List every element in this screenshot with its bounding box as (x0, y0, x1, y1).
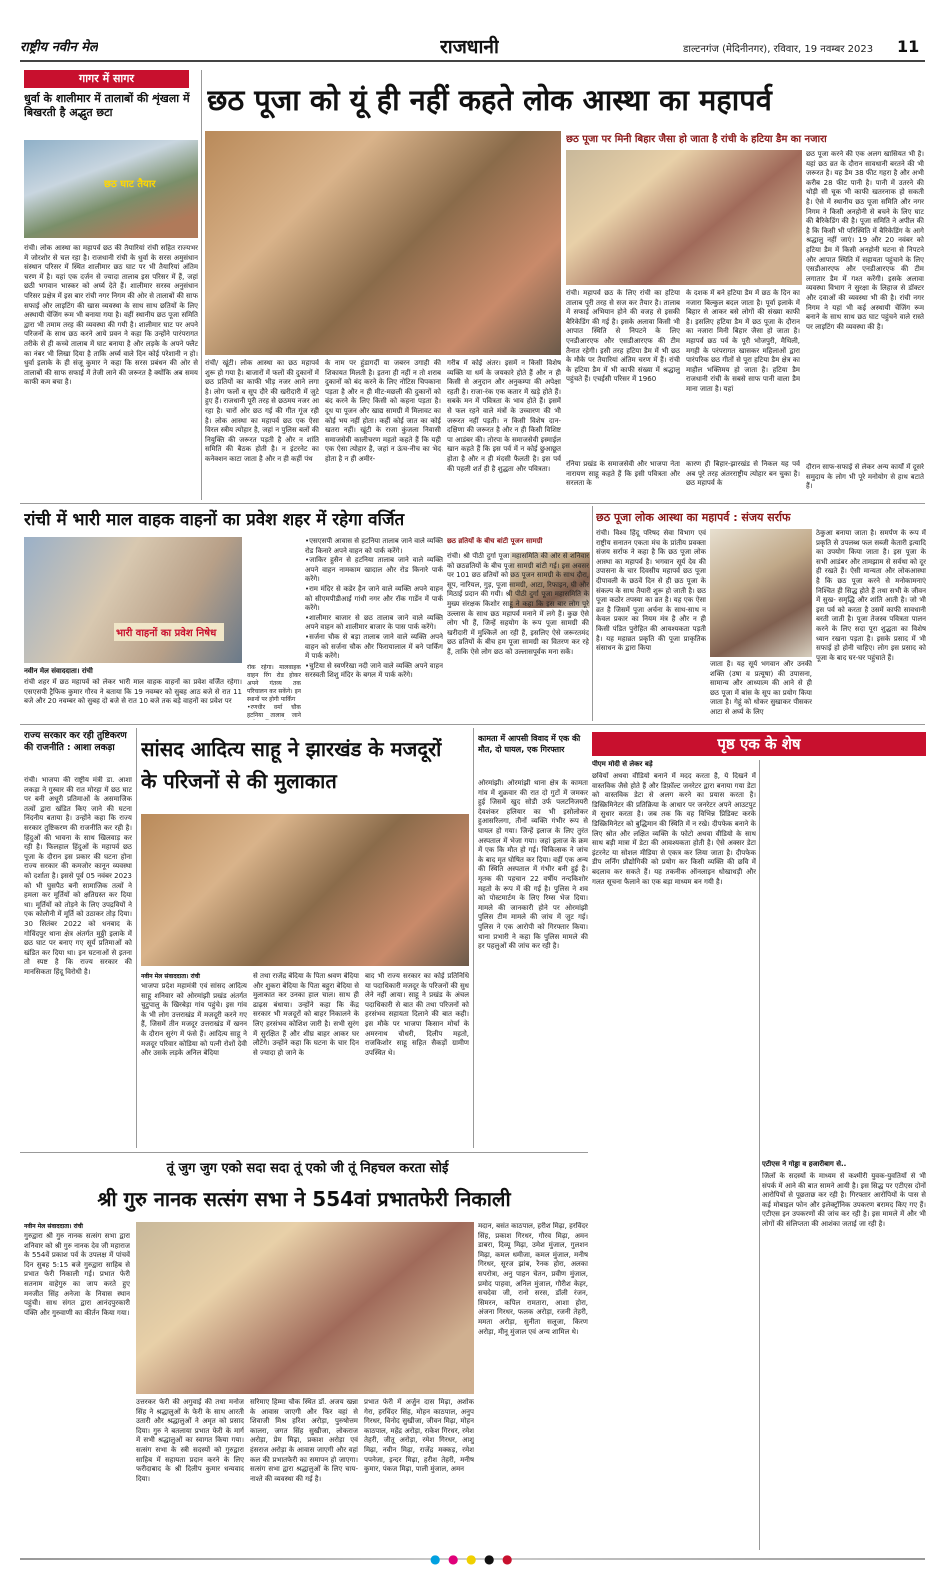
registration-marks (20, 1552, 925, 1566)
hatia-body-col2: के दशक में बने हटिया डैम में छठ के दिन का नजारा बिल्कुल बदल जाता है। पूर्वा इलाके में बिहार से आकर बसे लोगों की संख्या काफी है। इसलिए हटिया डैम में छठ पूजा के दौरान का नजारा मिनी बिहार जैसा हो जाता है। महापर्व छठ पर्व के पूरी भोजपुरी, मैथिली, मगही के परंपरागत खासकर महिलाओं द्वारा पारंपरिक छठ गीतों से पूरा हटिया डैम क्षेत्र का माहौल भक्तिमय हो जाता है। हटिया डैम राजधानी रांची के सबसे साफ पानी वाला डैम माना जाता है। यहां (686, 289, 800, 393)
satsang-body-col3: सरिमाए हिम्मा चौक स्थित डॉ. अजय खन्ना के आवास जाएगी और फिर वहां से शिवाजी मिश्र हरिश अरोड़ा, पुरुषोत्तम कालरा, जगत सिंह सुखीजा, लोकराज अरोड़ा, प्रेम मिढ़ा, प्रकाश अरोड़ा एवं हंसराज अरोड़ा के आवास जाएगी और वहां कल की प्रभातफेरी का समापन हो जाएगा। सत्संग सभा द्वारा श्रद्धालुओं के लिए चाय-नाश्ते की व्यवस्था की गई है। (250, 1398, 358, 1483)
mp-byline: नवीन मेल संवाददाता। रांची (141, 973, 200, 980)
divider (20, 724, 925, 725)
divider (473, 728, 474, 1148)
divider (136, 728, 137, 1148)
politics-headline: राज्य सरकार कर रही तुष्टिकरण की राजनीति : आशा लकड़ा (24, 731, 127, 753)
lead-body-col2: के नाम पर हुंडागर्दी या जबरन उगाही की शिकायत मिलती है। इतना ही नहीं न तो शराब दुकानों को बंद करने के लिए नोटिस चिपकाना पड़ता है और न ही मीट-मछली की दुकानों को बंद करने के लिए किसी को कहना पड़ता है। दूध या पूजन और खाद्य सामग्री में मिलावट का कोई भय नहीं होता। कहीं कोई जात का कोई खतरा नहीं। खूंटी के राजा कुंजला निवासी समाजसेवी कालीचरण महतो कहते हैं कि यही एक ऐसा त्योहार है, जहां न ऊंच-नीच का भेद होता है न ही अमीर- (325, 359, 441, 463)
masthead (0, 0, 945, 64)
satsang-byline: नवीन मेल संवाददाता। रांची (24, 1223, 83, 1230)
vehicle-byline: नवीन मेल संवाददाता। रांची (24, 667, 93, 675)
divider (201, 70, 202, 500)
registration-mark-red: ● (502, 1552, 513, 1566)
vehicle-body-col3: •एसएसपी आवास से हटनिया तालाब जाने वाले व्यक्ति रोड किनारे अपने वाहन को पार्क करेंगे। •जाकिर हुसैन से हटनिया तालाब जाने वाले व्यक्ति अपने वाहन नामकाम खादाल और रोड किनारे पार्क करेंगे। •राम मंदिर से कडेर हैन जाने वाले व्यक्ति अपने वाहन को सीएमपीडीआई गांधी नगर और रॉक गार्डेन में पार्क करेंगे। •शालीमार बाजार से छठ तालाब जाने वाले व्यक्ति अपने वाहन को शालीमार बाजार के पास पार्क करेंगे। •सर्जना चौक से बड़ा तालाब जाने वाले व्यक्ति अपने वाहन को सर्जना चौक और फिरायालाल में बने पार्किंग में पार्क करेंगे। •चुटिया से स्वर्णरेखा नदी जाने वाले व्यक्ति अपने वाहन सरस्वती शिशु मंदिर के बगल में पार्क करेंगे। (305, 537, 443, 680)
mp-headline: सांसद आदित्य साहू ने झारखंड के मजदूरों के परिजनों से की मुलाकात (141, 737, 442, 793)
crime-body: ओरमांझी। ओरमांझी थाना क्षेत्र के कामता गांव में शुक्रवार की रात दो गुटों में जमकर हुई जिसमें खुद सोडी उर्फ पलटनिजयरी देवशंकर हलियार का भी इसोलोकर हुआसरिलगा, तीनों व्यक्ति गंभीर रूप से घायल हो गया। जिन्हें इलाज के लिए तुरंत अस्पताल में भेजा गया। जहां इलाज के क्रम में एक कि मौत हो गई। चिकित्सक ने जांच के बाद मृत घोषित कर दिया। वहीं एक अन्य की स्थिति अस्पताल में गंभीर बनी हुई है। मृतक की पहचान 22 वर्षीय नन्दकिशोर महतो के रूप में की गई है। पुलिस ने शव को पोस्टमार्टम के लिए रिम्स भेज दिया। मामले की जानकारी होने पर ओरमांझी पुलिस टीम मामले की जांच में जुट गई। पुलिस ने एक आरोपी को गिरफ्तार किया। थाना प्रभारी ने कहा कि पुलिस मामले की हर पहलुओं की जांच कर रही है। (478, 779, 588, 951)
sanjay-headline: छठ पूजा लोक आस्था का महापर्व : संजय सर्राफ (596, 511, 791, 524)
hatia-photo (566, 150, 802, 285)
vehicle-headline: रांची में भारी माल वाहक वाहनों का प्रवेश शहर में रहेगा वर्जित (24, 510, 405, 530)
hatia-body-col1: रांची। महापर्व छठ के लिए रांची का हटिया तालाब पूरी तरह से सज कर तैयार है। तालाब में सफाई अभियान होने की वजह से इसकी बैरिकेडिंग की गई है। इसके अलावा किसी भी आपात स्थिति से निपटने के लिए एनडीआरएफ और एसडीआरएफ की टीम तैनात रहेगी। इसी तरह हटिया डैम में भी छठ के मौके पर तैयारियां अंतिम चरण में हैं। रांची के हटिया डैम में भी काफी संख्या में श्रद्धालु पहुंचते हैं। एचईसी परिसर में 1960 (566, 289, 680, 384)
registration-mark-magenta: ● (448, 1552, 459, 1566)
satsang-headline: श्री गुरु नानक सत्संग सभा ने 554वां प्रभातफेरी निकाली (97, 1187, 511, 1211)
sanjay-photo (710, 529, 812, 657)
satsang-kicker: तूं जुग जुग एको सदा सदा तूं एको जी तूं निहचल करता सोई (166, 1161, 449, 1176)
mp-body-col3: बाद भी राज्य सरकार का कोई प्रतिनिधि या पदाधिकारी मजदूर के परिजनों की सुध लेने नहीं आया। साहू ने प्रखंड के अंचल पदाधिकारी से बात की तथा परिजनों को हरसंभव सहायता दिलाने की बात कही। इस मौके पर भाजपा किसान मोर्चा के अमरनाथ चौधरी, दिलीप महतो, राजकिशोर साहू सहित सैकड़ों ग्रामीण उपस्थित थे। (365, 972, 469, 1057)
page-one-rest-sub1-body-cont (762, 760, 926, 1156)
lead-extra-col1: रनिया प्रखंड के समाजसेवी और भाजपा नेता नारायण साहू कहते हैं कि इसी पवित्रता और सरलता के (566, 460, 680, 488)
dateline: डाल्टनगंज (मेदिनीनगर), रविवार, 19 नवम्बर 2023 (683, 44, 874, 55)
distribution-body: रांची। श्री पीठी दुर्गा पूजा महासमिति की ओर से शनिवार को छठव्रतियों के बीच पूजा सामग्री बांटी गई। इस अवसर पर 101 छठ व्रतियों को छठ पूजन सामग्री के साथ दौरा, सूप, नारियल, गुड़, पूजा सामग्री, आटा, रिफाइन, घी और मिठाई प्रदान की गयी। श्री पीठी दुर्गा पूजा महासमिति के मुख्य संरक्षक किशोर साहू ने कहा कि इस बार लोग पूरे उल्लास के साथ छठ महापर्व मनाने में लगे हैं। कुछ ऐसे लोग भी हैं, जिन्हें सहयोग के रूप पूजा सामग्री की खरीदारी में मुश्किलें आ रही हैं, इसलिए ऐसे जरूरतमंद छठ व्रतियों के बीच हम पूजा सामग्री का वितरण कर रहे हैं, ताकि ऐसे लोग छठ को उल्लासपूर्वक मना सकें। (447, 552, 589, 656)
shalimar-photo (24, 140, 198, 238)
satsang-photo (136, 1222, 474, 1394)
lead-headline: छठ पूजा को यूं ही नहीं कहते लोक आस्था का महापर्व (207, 83, 772, 117)
hatia-subheadline: छठ पूजा पर मिनी बिहार जैसा हो जाता है रांची के हटिया डैम का नजारा (566, 134, 827, 145)
crime-headline: कामता में आपसी विवाद में एक की मौत, दो घायल, एक गिरफ्तार (478, 734, 581, 754)
divider (20, 1152, 588, 1153)
hatia-body-col3: छठ पूजा करने की एक अलग खासियत भी है। यहां छठ व्रत के दौरान सावधानी बरतने की भी जरूरत है। यह डैम 38 फीट गहरा है और अभी करीब 28 फीट पानी है। पानी में उतरने की थोड़ी सी चूक भी काफी खतरनाक हो सकती है। ऐसे में स्थानीय छठ पूजा समिति और नगर निगम ने किसी अनहोनी से बचने के लिए घाट की बैरिकेडिंग की है। पूजा समिति ने अपील की है कि किसी भी परिस्थिति में बैरिकेडिंग के आगे श्रद्धालु नहीं जाएं। 19 और 20 नवंबर को हटिया डैम में किसी अनहोनी घटना से निपटने और आपात स्थिति में सहायता पहुंचाने के लिए एसडीआरएफ और एनडीआरएफ की टीम लगातार डैम में गश्त करेंगी। इसके अलावा व्यवस्था विभाग ने सुरक्षा के लिहाज से डॉक्टर और दवाओं की व्यवस्था भी की है। रांची नगर निगम ने यहां भी कई अस्थायी चेंजिंग रूम बनाने के साथ साथ छठ घाट पहुंचने वाले रास्ते पर लाइटिंग की व्यवस्था की है। (806, 150, 924, 331)
satsang-body-col2: उत्तरकर फेरी की अगुवाई की तथा मनोज सिंह ने श्रद्धालुओं के फेरी के साथ आरती उतारी और श्रद्धालुओं ने अमृत को प्रसाद दिया। गुरु ने बतलाया प्रभात फेरी के मार्ग में सभी श्रद्धालुओं का स्वागत किया गया। सत्संग सभा के स्त्री सदस्यों को गुरुद्वारा साहिब में सहायता प्रदान करने के लिए फरीदाबाद के श्री दिलीप कुमार धन्यवाद दिया। (136, 1398, 244, 1483)
divider (759, 760, 760, 1550)
sanjay-body-col3: ठेकुआ बनाया जाता है। समर्पण के रूप में प्रकृति से उपलब्ध फल सब्जी केतारी इत्यादि का उपयोग किया जाता है। इस पूजा के सभी आडंबर और तामझाम से सर्वथा को दूर ही रखते हैं। ऐसी मान्यता और लोकआस्था है कि छठ पूजा करने से मनोकामनाएं निश्चित ही सिद्ध होते हैं तथा सभी के जीवन में सुख- समृद्धि और शांति आती है। जो भी इस पर्व को करता है उसमें काफी सावधानी बरती जाती है। पूजा तेजस्व पवित्रता पालन करने के लिए सदा पूरा शुद्धता का विशेष ध्यान रखना पड़ता है। इसके प्रसाद में भी सफाई हो होनी चाहिए। लोग इस प्रसाद को पूजा के बाद घर-घर पहुंचाते हैं। (816, 529, 926, 662)
page-one-rest-sub1-body: छवियों अथवा वीडियो बनाने में मदद करता है, ये दिखने में वास्तविक जैसे होते हैं और डिफ़ॉल्ट जनरेटर द्वारा बनाया गया डेटा को वास्तविक डेटा से अलग करने का प्रयास करता है। डिस्क्रिमिनेटर की प्रतिक्रिया के आधार पर जनरेटर अपने आउटपुट में सुधार करता है। जब तक कि वह विभिन्न प्रिडिक्ट करके डिस्क्रिमिनेटर को बुद्धिमान की स्थिति में न रखे। दीपफेक बनाने के लिए स्रोत और लक्षित व्यक्ति के फोटो अथवा वीडियो के साथ साथ बड़ी मात्रा में डेटा की आवश्यकता होती है। ऐसे अक्सर डेटा इंटरनेट या सोशल मीडिया से एकत्र कर लिया जाता है। दीपफेक डीप लर्निंग प्रौद्योगिकी को प्रयोग कर किसी व्यक्ति की छवि में बदलाव कर सकते हैं। यह तकनीक ऑनलाइन धोखाधड़ी और गलत सूचना फैलाने का एक बड़ा माध्यम बन गयी है। (592, 772, 756, 886)
vehicle-body-col1: रांची शहर में छठ महापर्व को लेकर भारी माल वाहक वाहनों का प्रवेश वर्जित रहेगा। एसएसपी ट्रैफिक कुमार गौरव ने बताया कि 19 नवम्बर को सुबह आठ बजे से रात 11 बजे और 20 नवम्बर को सुबह दो बजे से रात 10 बजे तक बड़े वाहनों का प्रवेश पर (24, 678, 242, 706)
satsang-body-col1: गुरुद्वारा श्री गुरु नानक सत्संग सभा द्वारा शनिवार को श्री गुरु नानक देव जी महाराज के 554वें प्रकाश पर्व के उपलक्ष में पांचवें दिन सुबह 5:15 बजे गुरुद्वारा साहिब से प्रभात फेरी निकाली गई। प्रभात फेरी सतनाम वाहेगुरु का जाप करते हुए मनजीत सिंह अनेजा के निवास स्थान पहुंची। साध संगत द्वारा आनंदपुरकारी पंक्ति और गुरुवाणी का कीर्तन किया गया। (24, 1232, 130, 1317)
vehicle-body-col2: रोक रहेगा। मालवाहक वाहन रिंग रोड होकर अपने गंतव्य तक परिचालन कर सकेंगे। इन स्थानों पर होगी पार्किंग •रणधीर वर्मा चौक हटनिया तालाब जाने (247, 664, 301, 719)
page-one-rest-sub2-headline: एटीएस ने गोड्डा व हजारीबाग से.. (762, 1160, 847, 1168)
registration-mark-black: ● (484, 1552, 495, 1566)
politics-body: रांची। भाजपा की राष्ट्रीय मंत्री डा. आशा लकड़ा ने गुस्वार की रात मोरहा में छठ घाट पर बनी अधूरी प्रतिमाओं के असमाजिक तत्वों द्वारा खंडित किए जाने की घटना निंदनीय बताया है। उन्होंने कहा कि राज्य सरकार तुष्टिकरण की राजनीति कर रही है। हिंदुओं की भावना के साथ खिलवाड़ कर रही है। फिलहाल हिंदुओं के महापर्व छठ पूजा के दौरान इस प्रकार की घटना होना राज्य सरकार की कमजोर कानून व्यवस्था को दर्शाता है। इससे पूर्व 05 नवंबर 2023 को भी घुसपैठ बनी सामाजिक तत्वों ने हमला कर मूर्तियों को क्षतिग्रस्त कर दिया था। मूर्तियों को तोड़ने के लिए उपद्रवियों ने एक कोलौनी में मूर्ति को उठाकर तोड़ दिया। 30 सितंबर 2022 को धनबाद के गोविंदपुर थाना क्षेत्र अंतर्गत मुठ्ठी इलाके में छठ घाट पर बनाए गए सूर्य प्रतिमाओं को खंडित कर दिया था। इन घटनाओं से इतना तो स्पष्ट है कि राज्य सरकार की मानसिकता हिंदू विरोधी है। (24, 776, 132, 976)
mp-body-col2: से तथा राजेंद्र बेदिया के पिता श्रवण बेदिया और शुकरा बेदिया के पिता बहुरा बेदिया से मुलाकात कर उनका हाल चाल। साथ ही ढाढ़स बंधाया। उन्होंने कहा कि केंद्र सरकार भी मजदूरों को बाहर निकालने के लिए हरसंभव कोशिश जारी है। सभी सुरंग में सुरक्षित हैं और शीघ्र बाहर आकर घर लौटेंगे। उन्होंने कहा कि घटना के चार दिन से ज्यादा हो जाने के (253, 972, 359, 1057)
divider (20, 503, 925, 504)
registration-mark-yellow: ● (466, 1552, 477, 1566)
lead-extra-col2: कारण ही बिहार-झारखंड से निकल यह पर्व अब पूरे तरह अंतरराष्ट्रीय त्योहार बन चुका है। छठ महापर्व के (686, 460, 800, 488)
left-column-tag: गागर में सागर (24, 70, 189, 88)
lead-photo (205, 131, 561, 355)
divider (592, 506, 593, 721)
vehicle-photo-caption: भारी वाहनों का प्रवेश निषेध (114, 623, 224, 641)
page-one-rest-sub2-body: जिलों के सदस्यों के माध्यम से कश्मीरी युवक-युवतियों से भी संपर्क में आने की बात सामने आयी है। इस सिद्ध पर एटीएस दोनों आरोपियों से पूछताछ कर रही है। गिरफ्तार आरोपियों के पास से कई मोबाइल फोन और इलेक्ट्रॉनिक उपकरण बरामद किए गए हैं। एटीएस इन उपकरणों की जांच कर रही है। इस मामले में और भी लोगों की संलिप्तता की आशंका जताई जा रही है। (762, 1172, 926, 1228)
page-one-rest-sub1-headline: पीएम मोदी से लेकर बड़े (592, 760, 653, 768)
sanjay-body-col1: रांची। विश्व हिंदू परिषद सेवा विभाग एवं राष्ट्रीय सनातन एकता मंच के प्रांतीय प्रवक्ता संजय सर्राफ ने कहा है कि छठ पूजा लोक आस्था का महापर्व है। भगवान सूर्य देव की उपासना के चार दिवसीय महापर्व छठ पूजा दीपावली के छठवें दिन से ही छठ पूजा के संकल्प के साथ तैयारी शुरू हो जाती है। छठ पूजा कठोर तपस्या का व्रत है। यह एक ऐसा व्रत है जिसमें पूजा अर्चना के साथ-साथ न केवल प्रकार का नियम मंत्र है और न ही किसी पंडित पुरोहित की आवश्यकता पड़ती है। यह महाव्रत प्रकृति की पूजा प्राकृतिक संसाधन के द्वारा किया (596, 529, 706, 653)
mp-photo (141, 814, 469, 966)
left-column-headline: धुर्वा के शालीमार में तालाबों की शृंखला में बिखरती है अद्भुत छटा (24, 92, 190, 119)
lead-body-col3: गरीब में कोई अंतर। इसमें न किसी विशेष व्यक्ति या धर्म के जयकारे होते हैं और न ही किसी से अनुदान और अनुकम्पा की अपेक्षा रहती है। राजा-रंक एक कतार में खड़े होते हैं। सबके मन में पवित्रता के भाव होते हैं। इसमें से फल रहने वाले मंत्रों के उच्चारण की भी जरूरत नहीं पड़ती। न किसी विशेष दान-दक्षिणा की जरूरत है और न ही किसी विशिष्ट पा आडंबर की। तोरपा के समाजसेवी इस्माईल खान कहते हैं कि इस पर्व में न कोई छुआछूत होता है और न ही मंदसी फैलती है। इस पर्व की पहली शर्त ही है शुद्धता और पवित्रता। (447, 359, 561, 473)
registration-mark-cyan: ● (430, 1552, 441, 1566)
satsang-body-col4: प्रभात फेरी में अर्जुन दास मिढ़ा, अशोक गेरा, हरविंदर सिंह, मोहन काठपाल, अनुप गिरधर, विनोद सुखीजा, जीवन मिढ़ा, मोहन काठपाल, महेंद्र अरोड़ा, राकेश गिरधर, रमेश तेहरी, जीतू अरोड़ा, रमेश गिरधर, आशु मिढ़ा, नवीन मिढ़ा, राजेंद्र मक्कड़, रमेश पपनेजा, इन्दर मिढ़ा, हरीश तेहरी, मनीष कुमार, पंकज मिढ़ा, पाली मुंजाल, अमन (364, 1398, 474, 1474)
sanjay-body-col2: जाता है। यह सूर्य भगवान और उनकी शक्ति (उषा व प्रत्यूषा) की उपासना, सामान्य और आध्यात्म की आने से ही छठ पूजा में बांस के सूप का प्रयोग किया जाता है। गेहूं को धोकर सुखाकर पीसकर आटा से अर्घ्य के लिए (710, 660, 812, 716)
left-column-body: रांची। लोक आस्था का महापर्व छठ की तैयारियां रांची सहित राज्यभर में जोरशोर से चल रहा है। राजधानी रांची के धुर्वा के सरस अमुसंधान संस्थान परिसर में स्थित शालीमार छठ घाट पर भी तैयारियां अंतिम चरण में है। यहां एक दर्जन से ज्यादा तालाब इस परिसर में हैं, जहां छठी भगवान भास्कर को अर्घ्य देते हैं। शालीमार सरस्व अनुसंधान परिसर प्रक्षेत्र में इस बार रांची नगर निगम की ओर से तालाबों की साफ सफाई और लाइटिंग की खास व्यवस्था के साथ साथ छतियों के लिए अस्थायी चेंजिंग रूम भी बनाया गया है। वहीं स्थानीय छठ पूजा समिति द्वारा भी तमाम तरह की व्यवस्था की गयी है। शालीमार घाट पर अपने परिजनों के साथ छठ करने आये प्रवन ने कहा कि उन्होंने पारंपरागत तरीके से ही कच्चे तालाब में घाट बनाया है और लड़के के अपने फ्लैट का नंबर भी लिखा दिया है ताकि अर्घ्य वाले दिन कोई परेशानी न हो। धुर्वा इलाके के ही संजू कुमार ने कहा कि सरस प्रबंधन की ओर से तालाबों की साफ सफाई में तेजी लाने की जरूरत है क्योंकि अब समय काफी कम बचा है। (24, 244, 198, 387)
masthead-rule (20, 60, 925, 62)
section-title: राजधानी (440, 36, 499, 58)
lead-extra-col3: दौरान साफ-सफाई से लेकर अन्य कार्यों में दूसरे समुदाय के लोग भी पूरे मनोयोग से हाथ बटाते हैं। (806, 463, 924, 491)
shalimar-photo-caption: छठ घाट तैयार (104, 179, 156, 190)
page-one-rest-banner: पृष्ठ एक के शेष (592, 732, 926, 756)
paper-name: राष्ट्रीय नवीन मेल (20, 40, 98, 55)
distribution-headline: छठ व्रतियों के बीच बांटी पूजन सामग्री (447, 537, 543, 545)
lead-body-col1: रांची/ खूंटी। लोक आस्था का छठ महापर्व शुरू हो गया है। बाजारों में फलों की दुकानों में छठ प्रतियों का काफी भीड़ नजर आने लगा है। लोग फलों व सूप दौरे की खरीदारी में जुटे हुए हैं। राजधानी पूरी तरह से छठमय नजर आ रहा है। चारों ओर छठ गई की गीत गूंज रही है। लोक आस्था का महापर्व छठ एक ऐसा विरल स्त्रीय त्योहार है, जहां न पुलिस बलों की नियुक्ति की जरूरत पड़ती है और न शांति समिति की बैठक होती है। न इंटरनेट का कनेक्शन काटा जाता है और न ही कहीं पंथ (205, 359, 319, 463)
page-number: 11 (897, 37, 920, 56)
vehicle-photo (24, 537, 242, 663)
satsang-body-col5: मदान, बसंत काठपाल, हरीश मिढ़ा, हरविंदर सिंह, प्रकाश गिरधर, गौरव मिढ़ा, अमन डाबरा, दिव्यू मिढ़ा, उमेश मुंजाल, गुलशन मिढ़ा, कमल धमीजा, कमल मुंजाल, मनीष गिरधर, सूरज झांब, रैनक होरा, अलका सपरोत्रा, अनु पाहन चेतन, प्रवीण मुंजाल, प्रमोद पाहवा, अनिल मुंजाल, गौरीश केहर, सचदेवा जी, रानो सरस, डॉली रंजन, सिमरन, कपिल रामतारा, आशा होरा, अंजना गिरधर, फलक अरोड़ा, रजनी तेहरी, ममता अरोड़ा, सुनीता सलूजा, किरण अरोड़ा, मीनू मुंजाल एवं अन्य शामिल थे। (478, 1222, 588, 1336)
mp-body-col1: भाजपा प्रदेश महामंत्री एवं सांसद आदित्य साहू शनिवार को ओरमांझी प्रखंड अंतर्गत चुटुपालु के खिरबेड़ा गांव पहुंचे। इस गांव के भी लोग उत्तराखंड में मजदूरी करने गए हैं, जिसमें तीन मजदूर उत्तराखंड में खनन के दौरान सुरंग में फंसे हैं। आदित्य साहू ने मजदूर परिवार कोडिया को पत्नी रोशों देवी और उसके लड़के अनिल बेदिया (141, 982, 247, 1058)
